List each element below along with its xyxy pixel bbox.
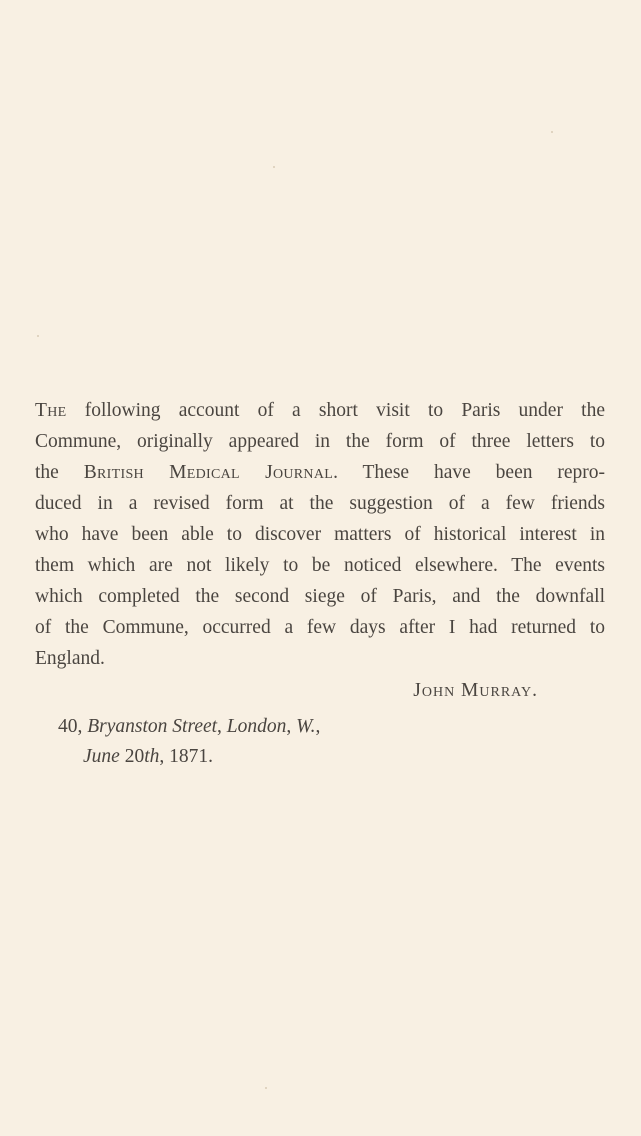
address-sep: ,: [286, 716, 297, 737]
line-text: which completed the second siege of Paris, and the downfall: [35, 586, 605, 607]
preface-line-2: [35, 427, 605, 457]
paper-speck: [273, 166, 275, 168]
journal-title: British Medical Journal: [83, 462, 334, 483]
date-day-suffix: th: [144, 746, 160, 767]
address-district: W.: [296, 716, 316, 737]
line-text: them which are not likely to be noticed elsewhere. The events: [35, 555, 605, 576]
paper-speck: [551, 131, 553, 133]
preface-line-3: [35, 458, 605, 488]
line-text-pre: the: [35, 462, 84, 483]
paper-speck: [265, 1087, 267, 1089]
date-line: [83, 742, 213, 772]
date-year: 1871.: [169, 746, 213, 767]
date-sep: ,: [159, 746, 170, 767]
preface-line-5: [35, 520, 605, 550]
paper-speck: [37, 335, 39, 337]
lead-word: The: [35, 400, 67, 421]
preface-line-1: [35, 396, 605, 426]
preface-line-7: [35, 582, 605, 612]
preface-line-6: [35, 551, 605, 581]
line-text: of the Commune, occurred a few days after I had returned to: [35, 617, 605, 638]
line-text: . These have been repro-: [333, 462, 606, 483]
date-day: 20: [119, 746, 145, 767]
address-end: ,: [315, 716, 321, 737]
author-signature: John Murray.: [413, 680, 538, 701]
line-text: duced in a revised form at the suggestion of a few friends: [35, 493, 605, 514]
preface-line-9: [35, 644, 605, 674]
line-text: following account of a short visit to Paris under the: [66, 400, 605, 421]
address-street: Bryanston Street: [87, 716, 218, 737]
date-month: June: [83, 746, 120, 767]
line-text: who have been able to discover matters of historical interest in: [35, 524, 605, 545]
line-text: Commune, originally appeared in the form of three letters to: [35, 431, 605, 452]
address-sep: ,: [217, 716, 227, 737]
line-text: England.: [35, 648, 105, 669]
preface-line-8: [35, 613, 605, 643]
address-city: London: [226, 716, 287, 737]
address-line: [58, 712, 320, 742]
address-number: 40,: [58, 716, 88, 737]
preface-line-4: [35, 489, 605, 519]
